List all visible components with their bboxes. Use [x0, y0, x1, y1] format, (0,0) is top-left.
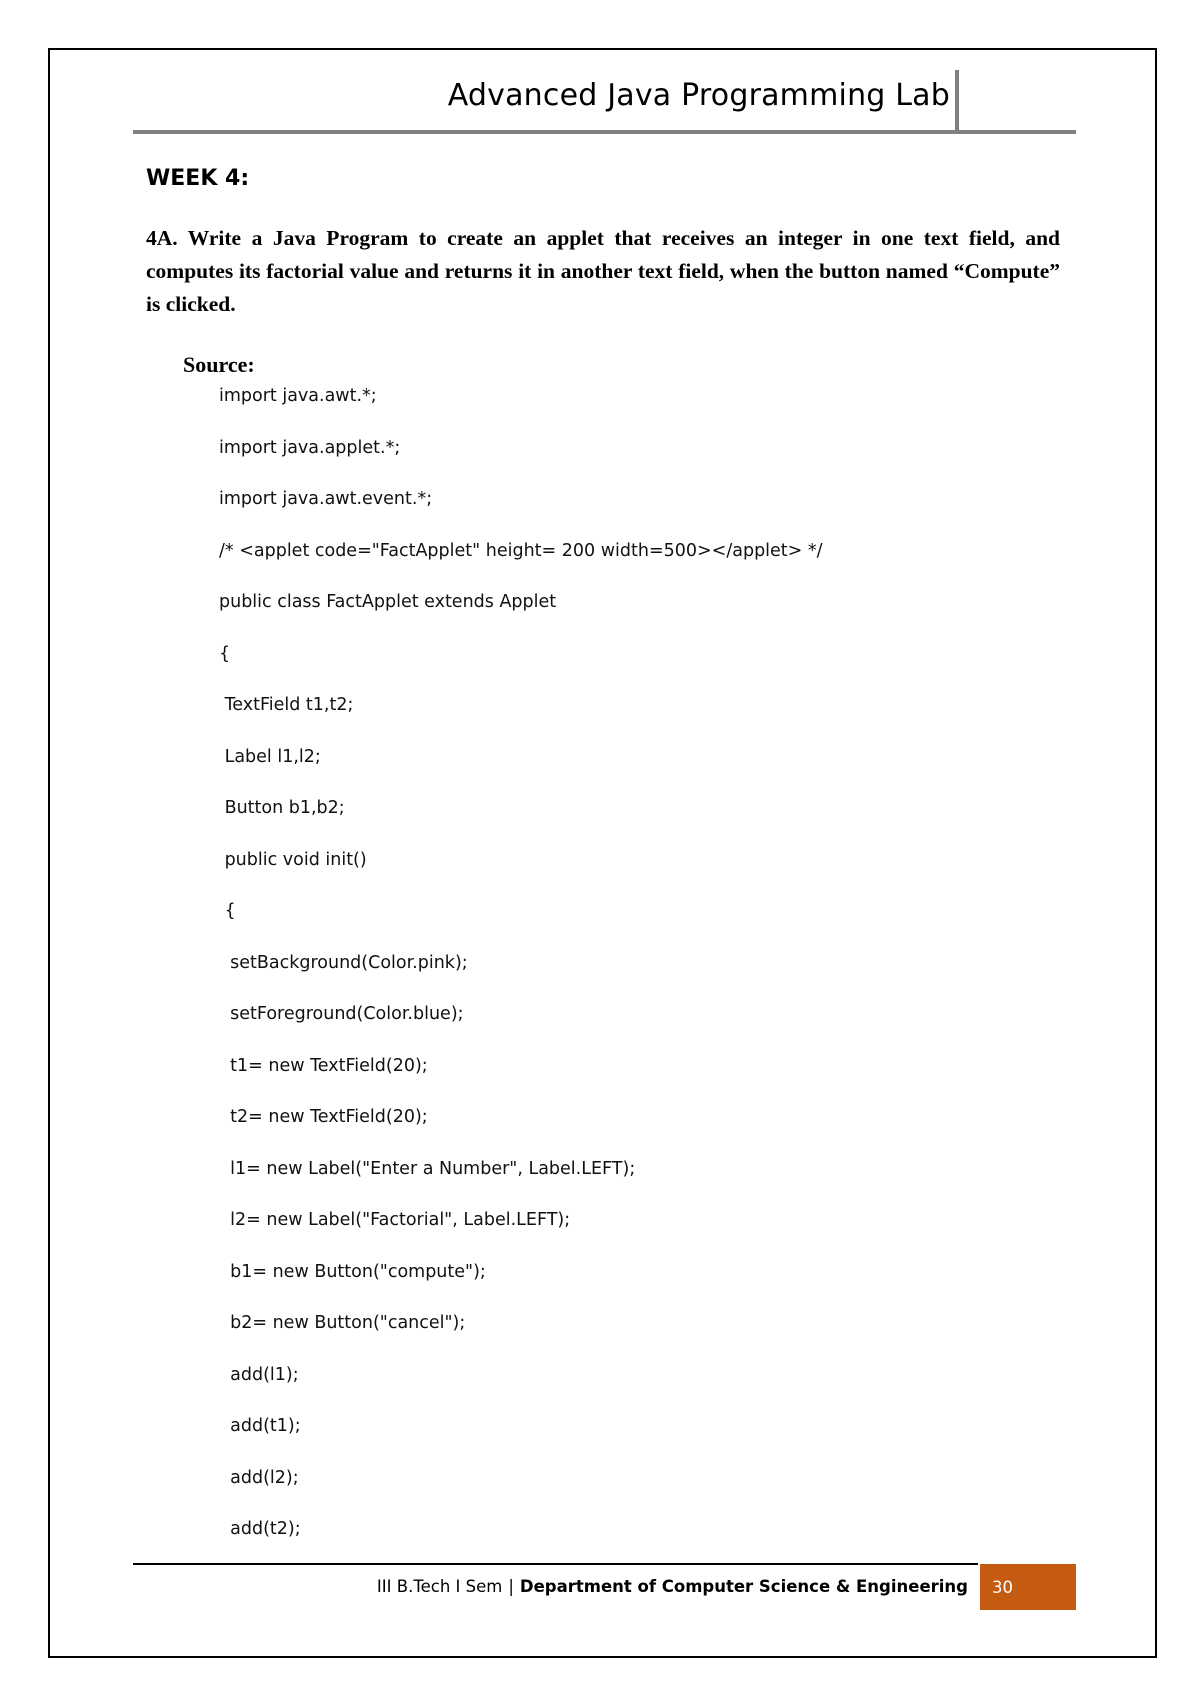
footer-separator: |	[508, 1577, 514, 1596]
code-block	[219, 384, 823, 1569]
code-line: setBackground(Color.pink);	[219, 952, 468, 973]
footer-text	[0, 1577, 968, 1596]
code-line: l2= new Label("Factorial", Label.LEFT);	[219, 1210, 571, 1230]
code-line: public void init()	[219, 849, 367, 870]
code-line: add(l2);	[219, 1467, 299, 1488]
page-number: 30	[992, 1577, 1013, 1597]
code-line: add(l1);	[219, 1364, 299, 1385]
code-line: Label l1,l2;	[219, 746, 321, 767]
code-line: add(t1);	[219, 1416, 301, 1436]
code-line: b1= new Button("compute");	[219, 1261, 486, 1282]
question-text: 4A. Write a Java Program to create an applet that receives an integer in one text field, and computes its factorial value and returns it in another text field, when the button named “Compute” is clicked.	[146, 226, 1060, 316]
page-number-badge	[980, 1564, 1076, 1610]
code-line: Button b1,b2;	[219, 798, 345, 818]
footer-course: III B.Tech I Sem	[376, 1577, 503, 1596]
source-label: Source:	[183, 352, 255, 377]
code-line: {	[219, 901, 236, 921]
code-line: /* <applet code="FactApplet" height= 200 width=500></applet> */	[219, 540, 823, 561]
code-line: b2= new Button("cancel");	[219, 1313, 466, 1333]
code-line: setForeground(Color.blue);	[219, 1004, 464, 1024]
code-line: t2= new TextField(20);	[219, 1107, 428, 1127]
header-rule	[133, 130, 1076, 134]
header-title: Advanced Java Programming Lab	[447, 78, 950, 113]
code-line: t1= new TextField(20);	[219, 1055, 428, 1076]
code-line: import java.applet.*;	[219, 437, 401, 458]
code-line: l1= new Label("Enter a Number", Label.LEFT);	[219, 1158, 636, 1179]
code-line: TextField t1,t2;	[219, 695, 354, 715]
header-divider	[955, 70, 959, 132]
code-line: import java.awt.*;	[219, 386, 377, 406]
week-title: WEEK 4:	[146, 166, 250, 191]
footer-rule	[133, 1563, 978, 1565]
code-line: {	[219, 643, 231, 664]
footer-department: Department of Computer Science & Engineering	[519, 1577, 968, 1596]
code-line: public class FactApplet extends Applet	[219, 592, 557, 612]
code-line: import java.awt.event.*;	[219, 489, 433, 509]
code-line: add(t2);	[219, 1519, 301, 1539]
